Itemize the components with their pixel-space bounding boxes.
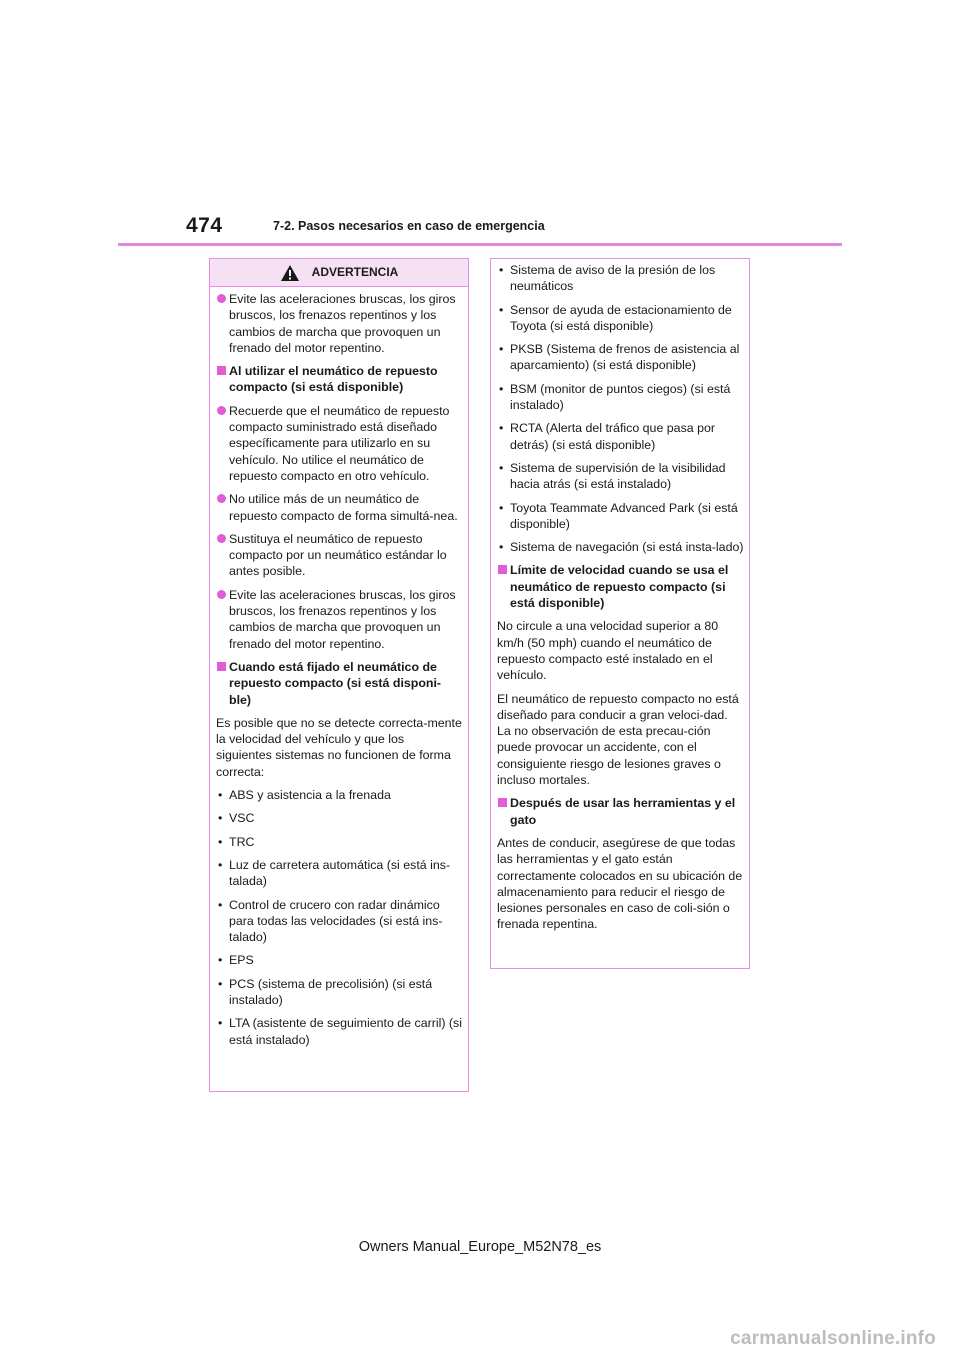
dot-bullet-icon: • — [499, 460, 504, 475]
header-rule — [118, 243, 842, 246]
warning-title: ADVERTENCIA — [311, 265, 399, 280]
subheading-item — [216, 659, 463, 708]
item-text: Toyota Teammate Advanced Park (si está disponible) — [510, 500, 738, 531]
dot-bullet-icon: • — [499, 381, 504, 396]
circle-bullet-icon — [217, 494, 226, 503]
bullet-item — [497, 539, 744, 555]
warning-item — [216, 291, 463, 356]
dot-bullet-icon: • — [499, 302, 504, 317]
dot-bullet-icon: • — [218, 1016, 223, 1031]
circle-bullet-icon — [217, 534, 226, 543]
subheading-item — [497, 562, 744, 611]
item-text: Sensor de ayuda de estacionamiento de Toyota (si está disponible) — [510, 302, 732, 333]
item-text: Límite de velocidad cuando se usa el neumático de repuesto compacto (si está disponible) — [510, 563, 729, 611]
warning-item — [216, 491, 463, 524]
bullet-item — [216, 834, 463, 850]
item-text: Al utilizar el neumático de repuesto compacto (si está disponible) — [229, 364, 438, 395]
dot-bullet-icon: • — [499, 540, 504, 555]
bullet-item — [216, 810, 463, 826]
bullet-item — [497, 302, 744, 335]
page-number: 474 — [186, 214, 223, 237]
item-text: ABS y asistencia a la frenada — [229, 788, 391, 803]
item-text: Sistema de navegación (si está insta-lado) — [510, 540, 744, 555]
item-text: No utilice más de un neumático de repuesto compacto de forma simultá-nea. — [229, 492, 458, 523]
footer-manual-name: Owners Manual_Europe_M52N78_es — [358, 1239, 602, 1255]
item-text: Recuerde que el neumático de repuesto compacto suministrado está diseñado específicamente para utilizarlo en su vehículo. No utilice el neumático de repuesto compacto en otro vehículo. — [229, 403, 450, 483]
warning-item — [216, 587, 463, 652]
dot-bullet-icon: • — [218, 788, 223, 803]
item-text: PCS (sistema de precolisión) (si está instalado) — [229, 976, 433, 1007]
square-bullet-icon — [217, 366, 226, 375]
bullet-item — [497, 500, 744, 533]
item-text: Después de usar las herramientas y el gato — [510, 796, 736, 827]
dot-bullet-icon: • — [218, 811, 223, 826]
dot-bullet-icon: • — [499, 500, 504, 515]
bullet-item — [216, 857, 463, 890]
paragraph: Es posible que no se detecte correcta-mente la velocidad del vehículo y que los siguientes sistemas no funcionen de forma correcta: — [216, 715, 462, 779]
bullet-item — [216, 952, 463, 968]
item-text: Cuando está fijado el neumático de repuesto compacto (si está disponi-ble) — [229, 659, 442, 707]
warning-box-left — [209, 258, 469, 1092]
square-bullet-icon — [217, 662, 226, 671]
warning-triangle-icon — [280, 264, 300, 282]
warning-box-right — [490, 258, 750, 969]
dot-bullet-icon: • — [218, 834, 223, 849]
bullet-item — [216, 897, 463, 946]
dot-bullet-icon: • — [499, 263, 504, 277]
bullet-item — [497, 381, 744, 414]
item-text: Sistema de supervisión de la visibilidad hacia atrás (si está instalado) — [510, 460, 726, 492]
warning-header — [210, 259, 468, 287]
item-text: Evite las aceleraciones bruscas, los giros bruscos, los frenazos repentinos y los cambios de marcha que provoquen un frenado del motor repentino. — [229, 292, 456, 355]
dot-bullet-icon: • — [218, 953, 223, 968]
bullet-item — [497, 262, 744, 295]
warning-right-content — [491, 259, 749, 933]
square-bullet-icon — [498, 798, 507, 807]
item-text: Sustituya el neumático de repuesto compacto por un neumático estándar lo antes posible. — [229, 531, 447, 579]
item-text: BSM (monitor de puntos ciegos) (si está instalado) — [510, 381, 731, 413]
subheading-item — [497, 795, 744, 828]
item-text: Control de crucero con radar dinámico para todas las velocidades (si está ins-talado) — [229, 897, 443, 945]
dot-bullet-icon: • — [218, 976, 223, 991]
warning-item — [216, 531, 463, 580]
item-text: EPS — [229, 953, 254, 968]
warning-item — [216, 403, 463, 484]
bullet-item — [216, 1015, 463, 1048]
bullet-item — [497, 460, 744, 493]
paragraph: Antes de conducir, asegúrese de que todas las herramientas y el gato están correctamente colocados en su ubicación de almacenamiento para reducir el riesgo de lesiones personales en caso de coli-sión o frenada repentina. — [497, 835, 743, 932]
item-text: RCTA (Alerta del tráfico que pasa por detrás) (si está disponible) — [510, 421, 716, 452]
item-text: Sistema de aviso de la presión de los neumáticos — [510, 263, 716, 294]
subheading-item — [216, 363, 463, 396]
item-text: PKSB (Sistema de frenos de asistencia al aparcamiento) (si está disponible) — [510, 342, 740, 373]
circle-bullet-icon — [217, 590, 226, 599]
dot-bullet-icon: • — [499, 342, 504, 357]
paragraph: El neumático de repuesto compacto no está diseñado para conducir a gran veloci-dad. La no observación de esta precau-ción puede provocar un accidente, con el consiguiente riesgo de lesiones graves o incluso mortales. — [497, 691, 739, 788]
watermark: carmanualsonline.info — [730, 1328, 936, 1349]
paragraph: No circule a una velocidad superior a 80 km/h (50 mph) cuando el neumático de repuesto compacto esté instalado en el vehículo. — [497, 619, 719, 683]
bullet-item — [497, 420, 744, 453]
item-text: LTA (asistente de seguimiento de carril) (si está instalado) — [229, 1016, 462, 1047]
circle-bullet-icon — [217, 406, 226, 415]
item-text: Luz de carretera automática (si está ins-talada) — [229, 857, 451, 889]
item-text: Evite las aceleraciones bruscas, los giros bruscos, los frenazos repentinos y los cambios de marcha que provoquen un frenado del motor repentino. — [229, 587, 456, 651]
circle-bullet-icon — [217, 294, 226, 303]
warning-left-content — [210, 287, 468, 1048]
bullet-item — [216, 787, 463, 803]
item-text: TRC — [229, 834, 255, 849]
dot-bullet-icon: • — [218, 897, 223, 912]
dot-bullet-icon: • — [218, 857, 223, 872]
dot-bullet-icon: • — [499, 421, 504, 436]
item-text: VSC — [229, 811, 255, 826]
square-bullet-icon — [498, 565, 507, 574]
section-title: 7-2. Pasos necesarios en caso de emergencia — [273, 219, 545, 233]
bullet-item — [216, 976, 463, 1009]
bullet-item — [497, 341, 744, 374]
